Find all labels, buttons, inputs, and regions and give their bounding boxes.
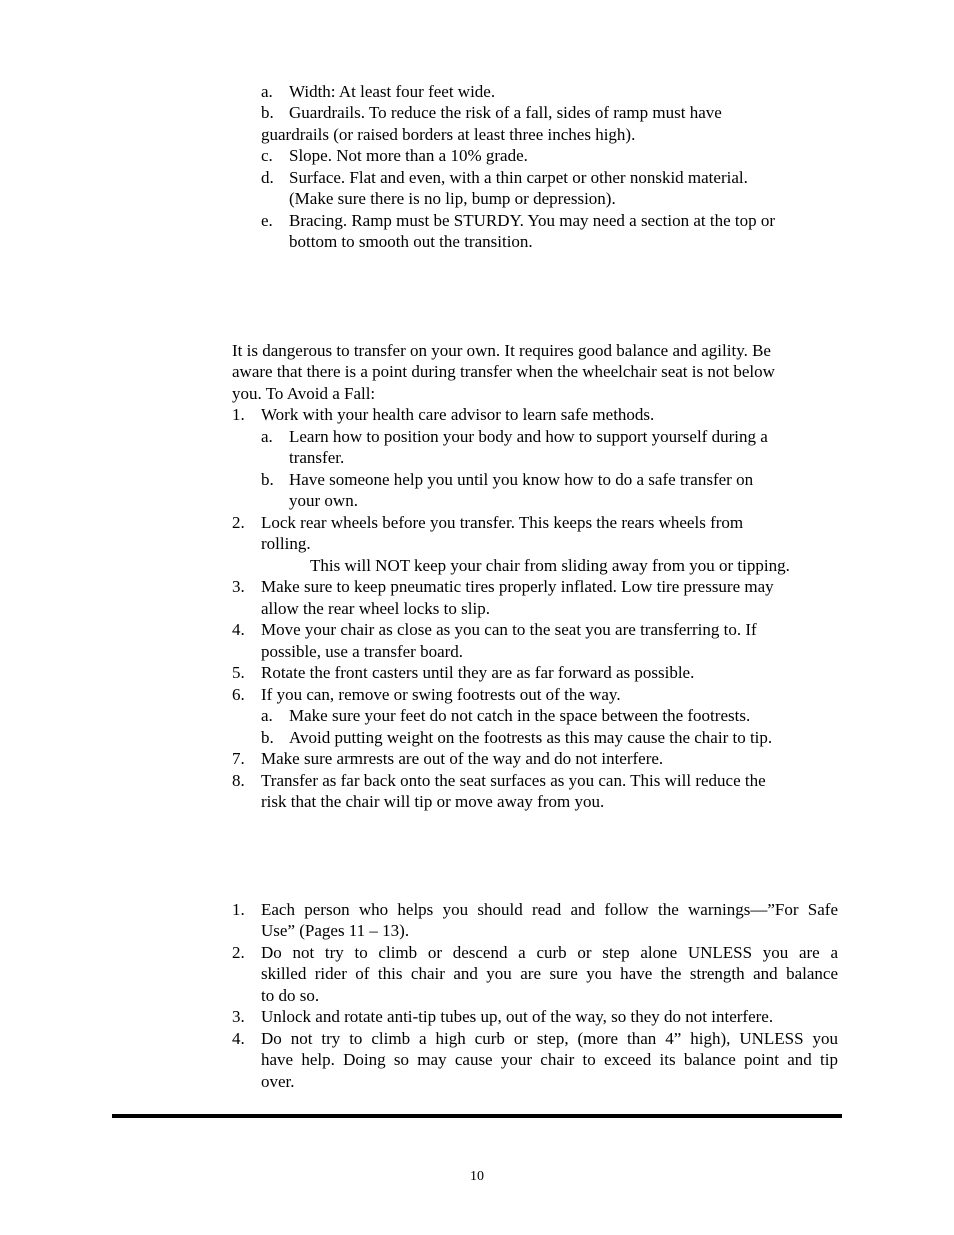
list-number: 2.	[232, 513, 245, 532]
list-item-text: Make sure armrests are out of the way and do not interfere.	[261, 749, 664, 768]
footer-divider	[112, 1114, 842, 1118]
list-item-text: transfer.	[289, 448, 345, 467]
list-letter: d.	[261, 168, 274, 187]
list-item-text: allow the rear wheel locks to slip.	[261, 599, 490, 618]
list-item-text: have help. Doing so may cause your chair to exceed its balance point and tip	[261, 1050, 838, 1069]
list-item-text: (Make sure there is no lip, bump or depression).	[289, 189, 616, 208]
list-item-text: Slope. Not more than a 10% grade.	[289, 146, 528, 165]
list-number: 6.	[232, 685, 245, 704]
list-item-text: Surface. Flat and even, with a thin carpet or other nonskid material.	[289, 168, 748, 187]
list-number: 3.	[232, 577, 245, 596]
list-item-text: Make sure your feet do not catch in the space between the footrests.	[289, 706, 751, 725]
list-item-text: skilled rider of this chair and you are sure you have the strength and balance	[261, 964, 838, 983]
list-item-text: risk that the chair will tip or move away from you.	[261, 792, 605, 811]
list-letter: a.	[261, 82, 273, 101]
paragraph-line: aware that there is a point during transfer when the wheelchair seat is not below	[232, 362, 775, 381]
list-item-text: Transfer as far back onto the seat surfaces as you can. This will reduce the	[261, 771, 766, 790]
list-item-text: Move your chair as close as you can to the seat you are transferring to. If	[261, 620, 757, 639]
list-number: 4.	[232, 1029, 245, 1048]
paragraph-line: you. To Avoid a Fall:	[232, 384, 376, 403]
list-letter: b.	[261, 470, 274, 489]
list-number: 4.	[232, 620, 245, 639]
list-letter: b.	[261, 103, 274, 122]
list-item-text: Use” (Pages 11 – 13).	[261, 921, 410, 940]
list-item-text: bottom to smooth out the transition.	[289, 232, 533, 251]
list-item-text: Guardrails. To reduce the risk of a fall, sides of ramp must have	[289, 103, 722, 122]
list-number: 7.	[232, 749, 245, 768]
list-letter: b.	[261, 728, 274, 747]
list-item-text: Do not try to climb or descend a curb or step alone UNLESS you are a	[261, 943, 838, 962]
list-item-text: If you can, remove or swing footrests out of the way.	[261, 685, 621, 704]
list-letter: a.	[261, 427, 273, 446]
list-letter: c.	[261, 146, 273, 165]
list-item-text: possible, use a transfer board.	[261, 642, 464, 661]
list-item-text: Each person who helps you should read and follow the warnings—”For Safe	[261, 900, 838, 919]
list-item-text: Unlock and rotate anti-tip tubes up, out of the way, so they do not interfere.	[261, 1007, 774, 1026]
list-item-text: Rotate the front casters until they are as far forward as possible.	[261, 663, 695, 682]
list-item-text: Width: At least four feet wide.	[289, 82, 496, 101]
list-item-text: Lock rear wheels before you transfer. This keeps the rears wheels from	[261, 513, 744, 532]
list-number: 3.	[232, 1007, 245, 1026]
warning-note: This will NOT keep your chair from sliding away from you or tipping.	[310, 556, 790, 575]
list-item-text: to do so.	[261, 986, 320, 1005]
list-item-text: Bracing. Ramp must be STURDY. You may need a section at the top or	[289, 211, 776, 230]
list-item-text: guardrails (or raised borders at least three inches high).	[261, 125, 636, 144]
list-item-text: over.	[261, 1072, 295, 1091]
paragraph-line: It is dangerous to transfer on your own. It requires good balance and agility. Be	[232, 341, 771, 360]
page-number: 10	[470, 1169, 484, 1184]
list-letter: e.	[261, 211, 273, 230]
list-item-text: Do not try to climb a high curb or step, (more than 4” high), UNLESS you	[261, 1029, 838, 1048]
list-number: 2.	[232, 943, 245, 962]
list-number: 8.	[232, 771, 245, 790]
list-item-text: Have someone help you until you know how to do a safe transfer on	[289, 470, 754, 489]
list-item-text: your own.	[289, 491, 358, 510]
list-item-text: Work with your health care advisor to learn safe methods.	[261, 405, 655, 424]
list-number: 1.	[232, 900, 245, 919]
list-letter: a.	[261, 706, 273, 725]
list-item-text: Learn how to position your body and how to support yourself during a	[289, 427, 768, 446]
list-number: 1.	[232, 405, 245, 424]
list-number: 5.	[232, 663, 245, 682]
list-item-text: Make sure to keep pneumatic tires properly inflated. Low tire pressure may	[261, 577, 774, 596]
list-item-text: rolling.	[261, 534, 311, 553]
list-item-text: Avoid putting weight on the footrests as this may cause the chair to tip.	[289, 728, 773, 747]
